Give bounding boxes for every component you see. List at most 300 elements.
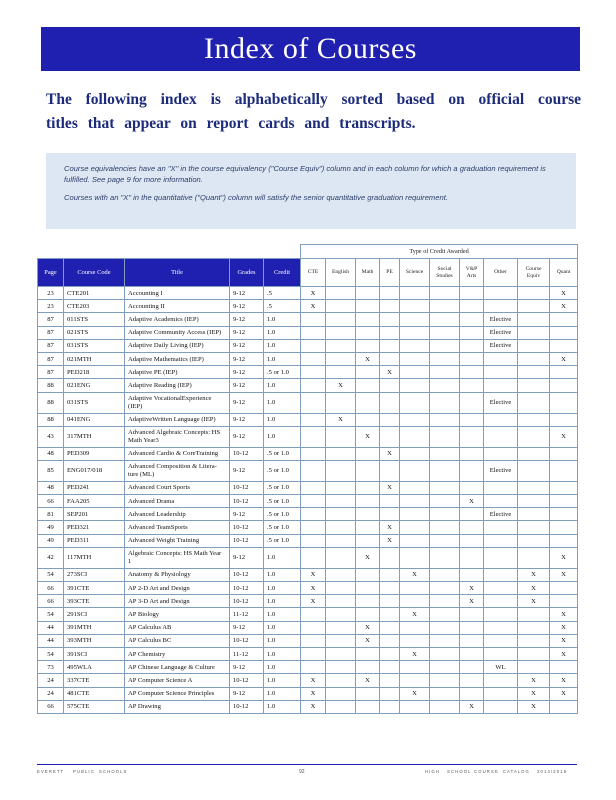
table-row	[38, 326, 578, 339]
table-cell	[380, 687, 400, 700]
table-cell	[400, 700, 430, 713]
table-cell	[430, 392, 460, 413]
table-cell	[380, 595, 400, 608]
table-cell	[400, 426, 430, 447]
table-cell: X	[356, 634, 380, 647]
table-cell	[301, 379, 326, 392]
table-cell	[518, 634, 550, 647]
table-cell: X	[356, 674, 380, 687]
table-row	[38, 447, 578, 460]
table-cell	[400, 621, 430, 634]
column-header-cte: CTE	[301, 259, 326, 287]
table-cell	[356, 534, 380, 547]
table-cell: X	[460, 495, 484, 508]
table-cell	[400, 447, 430, 460]
table-cell	[380, 352, 400, 365]
column-header-credit: Credit	[264, 259, 301, 287]
table-cell	[484, 287, 518, 300]
table-cell: 9-12	[230, 661, 264, 674]
table-cell	[484, 700, 518, 713]
table-cell: 44	[38, 621, 64, 634]
table-cell: 9-12	[230, 460, 264, 481]
column-header-math: Math	[356, 259, 380, 287]
table-cell	[356, 447, 380, 460]
table-cell	[460, 313, 484, 326]
table-cell: .5 or 1.0	[264, 481, 301, 494]
table-cell: 66	[38, 582, 64, 595]
table-row	[38, 634, 578, 647]
table-cell	[430, 339, 460, 352]
table-cell: Advanced Leadership	[125, 508, 230, 521]
table-cell	[430, 460, 460, 481]
table-cell	[326, 634, 356, 647]
table-cell: X	[301, 287, 326, 300]
table-cell	[518, 647, 550, 660]
info-note	[46, 153, 576, 229]
footer-guide2: C A T A L O G	[503, 769, 529, 774]
table-cell	[356, 647, 380, 660]
table-cell: X	[356, 547, 380, 568]
table-cell	[550, 413, 578, 426]
table-cell: X	[326, 379, 356, 392]
table-cell	[484, 621, 518, 634]
table-cell: 575CTE	[64, 700, 125, 713]
table-cell	[460, 621, 484, 634]
table-cell	[460, 608, 484, 621]
table-cell: CTE201	[64, 287, 125, 300]
table-cell: ENG017/018	[64, 460, 125, 481]
course-index-table	[37, 244, 578, 714]
table-row	[38, 674, 578, 687]
table-row	[38, 352, 578, 365]
table-cell	[400, 481, 430, 494]
table-cell	[400, 534, 430, 547]
table-cell	[518, 447, 550, 460]
table-cell	[356, 582, 380, 595]
footer-level2: S C H O O L	[447, 769, 471, 774]
table-cell: X	[301, 595, 326, 608]
table-cell	[484, 521, 518, 534]
table-cell	[380, 582, 400, 595]
table-cell: 1.0	[264, 687, 301, 700]
table-cell: 031STS	[64, 392, 125, 413]
table-cell: X	[518, 687, 550, 700]
table-cell: 73	[38, 661, 64, 674]
table-cell	[301, 447, 326, 460]
footer-guide1: C O U R S E	[474, 769, 498, 774]
table-cell	[484, 634, 518, 647]
table-cell	[484, 568, 518, 581]
table-cell: 10-12	[230, 534, 264, 547]
table-cell	[484, 595, 518, 608]
table-cell	[484, 608, 518, 621]
table-cell	[430, 352, 460, 365]
table-cell: Advanced TeamSports	[125, 521, 230, 534]
table-cell: 66	[38, 495, 64, 508]
table-cell	[380, 379, 400, 392]
table-cell	[326, 426, 356, 447]
table-cell: X	[460, 582, 484, 595]
table-cell: CTE203	[64, 300, 125, 313]
table-cell	[326, 508, 356, 521]
table-cell	[430, 582, 460, 595]
table-cell: X	[380, 534, 400, 547]
table-cell	[430, 700, 460, 713]
table-cell: 23	[38, 287, 64, 300]
table-cell	[518, 495, 550, 508]
table-cell: AP Calculus BC	[125, 634, 230, 647]
table-cell: 9-12	[230, 313, 264, 326]
table-cell	[430, 495, 460, 508]
table-cell: AP Chinese Language & Culture	[125, 661, 230, 674]
table-cell: 87	[38, 313, 64, 326]
table-cell	[400, 595, 430, 608]
table-cell	[460, 287, 484, 300]
footer-page-number: 92	[299, 769, 305, 775]
table-cell	[484, 481, 518, 494]
table-cell	[356, 460, 380, 481]
table-cell	[430, 508, 460, 521]
table-cell: X	[380, 521, 400, 534]
table-cell: 9-12	[230, 426, 264, 447]
table-cell	[356, 687, 380, 700]
table-cell: Adaptive Mathematics (IEP)	[125, 352, 230, 365]
table-cell	[460, 352, 484, 365]
table-cell: 9-12	[230, 300, 264, 313]
table-cell	[484, 495, 518, 508]
table-row	[38, 339, 578, 352]
table-cell	[430, 326, 460, 339]
table-cell	[460, 661, 484, 674]
table-cell	[550, 481, 578, 494]
table-cell: Advanced Composition & Litera- ture (ML)	[125, 460, 230, 481]
column-header-page: Page	[38, 259, 64, 287]
table-cell	[326, 481, 356, 494]
table-cell: 1.0	[264, 634, 301, 647]
table-cell	[301, 521, 326, 534]
table-cell: 1.0	[264, 426, 301, 447]
table-cell	[400, 413, 430, 426]
table-row	[38, 481, 578, 494]
table-row	[38, 313, 578, 326]
table-cell: Elective	[484, 460, 518, 481]
table-cell: 85	[38, 460, 64, 481]
table-cell: 031STS	[64, 339, 125, 352]
table-cell	[484, 674, 518, 687]
table-cell: Adaptive Reading (IEP)	[125, 379, 230, 392]
table-cell: X	[400, 568, 430, 581]
table-cell	[430, 447, 460, 460]
table-cell: Advanced Cardio & CoreTraining	[125, 447, 230, 460]
table-cell	[518, 608, 550, 621]
table-cell: 48	[38, 481, 64, 494]
table-cell	[550, 392, 578, 413]
table-row	[38, 647, 578, 660]
table-cell	[550, 661, 578, 674]
column-header-english: English	[326, 259, 356, 287]
credit-type-header: Type of Credit Awarded	[301, 245, 578, 259]
table-cell: X	[356, 426, 380, 447]
table-cell	[518, 313, 550, 326]
table-cell: X	[550, 300, 578, 313]
table-cell	[326, 674, 356, 687]
table-cell	[518, 413, 550, 426]
table-cell: Adaptive Daily Living (IEP)	[125, 339, 230, 352]
table-cell	[326, 313, 356, 326]
table-cell: 041ENG	[64, 413, 125, 426]
note-paragraph-quant: Courses with an "X" in the quantitative ("Quant") column will satisfy the senior quantitative graduation requirement.	[64, 193, 448, 202]
table-cell: 66	[38, 595, 64, 608]
table-cell	[484, 547, 518, 568]
column-header-course-equiv: Course Equiv	[518, 259, 550, 287]
table-cell	[400, 326, 430, 339]
table-cell	[518, 392, 550, 413]
table-cell	[430, 687, 460, 700]
table-cell	[356, 661, 380, 674]
table-cell: Elective	[484, 508, 518, 521]
table-cell	[460, 508, 484, 521]
table-cell: 10-12	[230, 521, 264, 534]
table-cell	[400, 339, 430, 352]
table-cell	[301, 547, 326, 568]
table-cell	[460, 460, 484, 481]
table-cell	[400, 508, 430, 521]
table-cell: 87	[38, 339, 64, 352]
table-cell	[380, 621, 400, 634]
table-cell	[400, 460, 430, 481]
table-cell: X	[550, 634, 578, 647]
table-cell: 1.0	[264, 595, 301, 608]
table-cell	[301, 366, 326, 379]
table-cell: X	[380, 447, 400, 460]
table-cell: 021STS	[64, 326, 125, 339]
column-header-v-p-arts: V&P Arts	[460, 259, 484, 287]
table-cell: 337CTE	[64, 674, 125, 687]
table-cell	[356, 300, 380, 313]
table-cell: 9-12	[230, 287, 264, 300]
table-cell	[484, 647, 518, 660]
table-cell	[380, 568, 400, 581]
footer-district: P U B L I C	[73, 769, 94, 774]
table-cell	[460, 413, 484, 426]
table-cell: X	[356, 352, 380, 365]
table-cell	[326, 595, 356, 608]
table-cell	[484, 366, 518, 379]
table-cell	[380, 508, 400, 521]
table-cell: 88	[38, 413, 64, 426]
table-row	[38, 700, 578, 713]
table-cell: 54	[38, 568, 64, 581]
table-cell	[356, 495, 380, 508]
table-cell: 9-12	[230, 687, 264, 700]
table-cell	[430, 621, 460, 634]
table-cell: .5	[264, 287, 301, 300]
table-cell: 88	[38, 392, 64, 413]
table-cell	[400, 661, 430, 674]
table-cell: 1.0	[264, 413, 301, 426]
table-cell	[430, 647, 460, 660]
table-cell: 9-12	[230, 379, 264, 392]
table-cell: .5 or 1.0	[264, 495, 301, 508]
table-row	[38, 687, 578, 700]
table-cell: 9-12	[230, 621, 264, 634]
table-cell: Elective	[484, 339, 518, 352]
table-cell	[430, 661, 460, 674]
table-cell	[460, 521, 484, 534]
table-cell	[356, 326, 380, 339]
table-cell	[484, 352, 518, 365]
table-cell	[518, 300, 550, 313]
table-row	[38, 521, 578, 534]
table-cell: X	[550, 674, 578, 687]
table-cell	[301, 634, 326, 647]
table-cell: X	[550, 352, 578, 365]
table-cell: 42	[38, 547, 64, 568]
table-cell: X	[400, 608, 430, 621]
table-cell: 9-12	[230, 352, 264, 365]
table-cell: 317MTH	[64, 426, 125, 447]
course-rows	[38, 287, 578, 714]
column-header-science: Science	[400, 259, 430, 287]
table-cell	[356, 508, 380, 521]
table-cell: 391CTE	[64, 582, 125, 595]
table-cell: Anatomy & Physiology	[125, 568, 230, 581]
table-cell: 11-12	[230, 647, 264, 660]
table-cell	[550, 447, 578, 460]
table-cell	[518, 621, 550, 634]
table-cell: 11-12	[230, 608, 264, 621]
table-cell	[518, 326, 550, 339]
table-cell: 49	[38, 521, 64, 534]
table-cell: X	[460, 700, 484, 713]
table-cell: .5 or 1.0	[264, 521, 301, 534]
table-cell	[326, 647, 356, 660]
table-cell	[326, 326, 356, 339]
table-cell: AP Biology	[125, 608, 230, 621]
table-cell: X	[301, 568, 326, 581]
table-cell: 9-12	[230, 366, 264, 379]
note-paragraph-equivalency: Course equivalencies have an "X" in the course equivalency ("Course Equiv") column and in each column for which a graduation requirement is fulfilled. See page 9 for more information.	[64, 164, 546, 184]
table-cell	[460, 547, 484, 568]
table-cell	[460, 674, 484, 687]
table-cell	[400, 634, 430, 647]
table-cell	[326, 352, 356, 365]
table-cell: PED321	[64, 521, 125, 534]
table-row	[38, 608, 578, 621]
table-cell: X	[518, 700, 550, 713]
table-row	[38, 661, 578, 674]
table-cell	[301, 508, 326, 521]
table-cell	[356, 313, 380, 326]
table-cell: AP Drawing	[125, 700, 230, 713]
table-cell	[301, 339, 326, 352]
table-cell: Advanced Drama	[125, 495, 230, 508]
table-cell: X	[550, 426, 578, 447]
table-row	[38, 460, 578, 481]
table-cell: X	[400, 647, 430, 660]
table-cell	[380, 495, 400, 508]
table-cell: 9-12	[230, 508, 264, 521]
table-cell	[301, 481, 326, 494]
table-cell: 24	[38, 687, 64, 700]
table-cell	[518, 366, 550, 379]
table-cell	[380, 339, 400, 352]
table-cell: X	[326, 413, 356, 426]
table-row	[38, 595, 578, 608]
table-cell	[356, 608, 380, 621]
table-cell: 391MTH	[64, 621, 125, 634]
table-cell: Adaptive Academics (IEP)	[125, 313, 230, 326]
intro-text: The following index is alphabetically sorted based on official course titles that appear on report cards and transcripts.	[46, 91, 581, 132]
table-cell: X	[518, 582, 550, 595]
table-cell: X	[380, 366, 400, 379]
table-row	[38, 379, 578, 392]
table-cell: 87	[38, 326, 64, 339]
table-cell: Algebraic Concepts: HS Math Year 1	[125, 547, 230, 568]
table-cell	[430, 300, 460, 313]
page-title: Index of Courses	[41, 27, 580, 71]
table-cell	[326, 392, 356, 413]
table-cell	[326, 621, 356, 634]
table-cell: 66	[38, 700, 64, 713]
table-cell	[326, 521, 356, 534]
table-cell	[430, 534, 460, 547]
table-cell: 1.0	[264, 621, 301, 634]
table-cell	[460, 339, 484, 352]
table-cell	[550, 313, 578, 326]
table-cell: 1.0	[264, 674, 301, 687]
table-cell: SEP201	[64, 508, 125, 521]
table-row	[38, 392, 578, 413]
table-cell	[301, 426, 326, 447]
table-cell	[380, 661, 400, 674]
table-cell: 10-12	[230, 447, 264, 460]
table-cell	[326, 700, 356, 713]
table-cell	[518, 481, 550, 494]
table-cell	[400, 547, 430, 568]
table-cell	[356, 521, 380, 534]
table-cell: .5	[264, 300, 301, 313]
table-cell	[550, 521, 578, 534]
table-cell	[430, 521, 460, 534]
table-cell	[400, 352, 430, 365]
table-cell: 24	[38, 674, 64, 687]
table-cell	[484, 687, 518, 700]
table-row	[38, 287, 578, 300]
table-cell	[301, 326, 326, 339]
course-index-table-wrapper	[37, 244, 577, 714]
table-cell	[356, 392, 380, 413]
table-row	[38, 547, 578, 568]
table-cell: 1.0	[264, 379, 301, 392]
table-cell	[356, 595, 380, 608]
table-cell: PED311	[64, 534, 125, 547]
table-cell: 87	[38, 366, 64, 379]
table-cell	[301, 352, 326, 365]
table-cell	[326, 460, 356, 481]
table-cell: PED309	[64, 447, 125, 460]
table-cell	[400, 300, 430, 313]
table-row	[38, 534, 578, 547]
table-cell: 10-12	[230, 495, 264, 508]
table-cell	[550, 700, 578, 713]
table-cell	[326, 447, 356, 460]
table-cell	[460, 447, 484, 460]
table-cell: 1.0	[264, 392, 301, 413]
table-cell: 88	[38, 379, 64, 392]
column-header-social-studies: Social Studies	[430, 259, 460, 287]
table-cell	[326, 687, 356, 700]
